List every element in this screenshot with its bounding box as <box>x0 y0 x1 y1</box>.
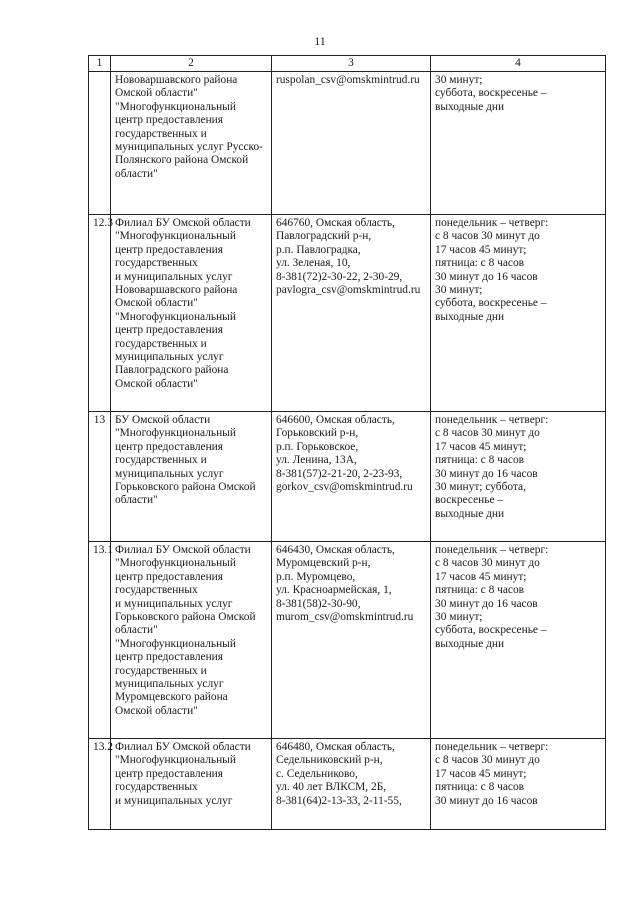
row-number-cell: 13.2 <box>89 739 111 830</box>
cell-text-line: Горьковского района Омской <box>115 481 256 494</box>
cell-text-line: выходные дни <box>435 310 505 323</box>
cell-text-line: пятница: с 8 часов <box>435 584 525 597</box>
cell-text-line: БУ Омской области <box>115 414 211 426</box>
cell-text-line: 17 часов 45 минут; <box>435 440 527 453</box>
cell-text-line: с 8 часов 30 минут до <box>435 754 540 767</box>
organization-name-cell <box>111 72 272 215</box>
cell-text-line: муниципальных услуг <box>115 351 224 364</box>
cell-text-line: муниципальных услуг <box>115 467 224 480</box>
cell-text-line: 17 часов 45 минут; <box>435 767 527 780</box>
cell-text-line: 30 минут до 16 часов <box>435 597 538 610</box>
cell-text-line: pavlogra_csv@omskmintrud.ru <box>276 284 421 297</box>
address-contacts-cell <box>272 542 431 739</box>
cell-text-line: Павлоградский р-н, <box>276 230 372 243</box>
cell-text-line: ул. Ленина, 13А, <box>276 454 357 467</box>
working-hours-cell <box>431 412 606 542</box>
cell-text-line: "Многофункциональный <box>115 310 236 323</box>
cell-text-line: ул. Зеленая, 10, <box>276 257 351 270</box>
cell-text-line: "Многофункциональный <box>115 557 236 570</box>
cell-text-line: Нововаршавского района <box>115 284 238 297</box>
cell-text-line: ул. 40 лет ВЛКСМ, 2Б, <box>276 781 387 794</box>
cell-text-line: Филиал БУ Омской области <box>115 741 251 753</box>
address-contacts-cell <box>272 215 431 412</box>
cell-text-line: Омской области" <box>115 87 198 100</box>
cell-text-line: центр предоставления <box>115 570 224 583</box>
cell-text-line: Павлоградского района <box>115 364 229 377</box>
cell-text-line: 30 минут до 16 часов <box>435 794 538 807</box>
cell-text-line: Седельниковский р-н, <box>276 754 383 767</box>
cell-text-line: Горьковский р-н, <box>276 427 359 440</box>
cell-text-line: понедельник – четверг: <box>435 741 549 753</box>
cell-text-line: центр предоставления <box>115 324 224 337</box>
cell-text-line: 8-381(58)2-30-90, <box>276 597 361 610</box>
organization-name-cell <box>111 215 272 412</box>
cell-text-line: понедельник – четверг: <box>435 217 549 229</box>
cell-text-line: 30 минут до 16 часов <box>435 467 538 480</box>
cell-text-line: пятница: с 8 часов <box>435 257 525 270</box>
table-row <box>89 542 606 739</box>
working-hours-cell <box>431 215 606 412</box>
cell-text-line: Муромцевский р-н, <box>276 557 371 570</box>
column-header-name: 2 <box>111 56 272 72</box>
cell-text-line: государственных и <box>115 454 207 467</box>
cell-text-line: суббота, воскресенье – <box>435 297 547 310</box>
table-row <box>89 412 606 542</box>
cell-text-line: 30 минут до 16 часов <box>435 270 538 283</box>
cell-text-line: 8-381(64)2-13-33, 2-11-55, <box>276 794 402 807</box>
cell-text-line: области" <box>115 167 158 180</box>
cell-text-line: воскресенье – <box>435 494 504 507</box>
cell-text-line: и муниципальных услуг <box>115 270 233 283</box>
cell-text-line: выходные дни <box>435 637 505 650</box>
cell-text-line: с 8 часов 30 минут до <box>435 557 540 570</box>
cell-text-line: с 8 часов 30 минут до <box>435 230 540 243</box>
cell-text-line: с 8 часов 30 минут до <box>435 427 540 440</box>
cell-text-line: с. Седельниково, <box>276 767 358 780</box>
cell-text-line: центр предоставления <box>115 243 224 256</box>
cell-text-line: 30 минут; <box>435 74 483 86</box>
cell-text-line: ул. Красноармейская, 1, <box>276 584 392 597</box>
cell-text-line: р.п. Павлоградка, <box>276 243 361 256</box>
page-number: 11 <box>314 34 326 48</box>
working-hours-cell <box>431 542 606 739</box>
cell-text-line: р.п. Горьковское, <box>276 440 359 453</box>
table-row <box>89 72 606 215</box>
cell-text-line: 8-381(57)2-21-20, 2-23-93, <box>276 467 403 480</box>
cell-text-line: 30 минут; <box>435 284 483 297</box>
cell-text-line: 646600, Омская область, <box>276 414 395 426</box>
cell-text-line: 646760, Омская область, <box>276 217 395 229</box>
working-hours-cell <box>431 739 606 830</box>
cell-text-line: центр предоставления <box>115 440 224 453</box>
cell-text-line: муниципальных услуг <box>115 678 224 691</box>
cell-text-line: суббота, воскресенье – <box>435 624 547 637</box>
cell-text-line: и муниципальных услуг <box>115 794 233 807</box>
cell-text-line: пятница: с 8 часов <box>435 781 525 794</box>
address-contacts-cell <box>272 412 431 542</box>
cell-text-line: области" <box>115 494 158 507</box>
row-number-cell: 13.1 <box>89 542 111 739</box>
cell-text-line: 646480, Омская область, <box>276 741 395 753</box>
cell-text-line: 17 часов 45 минут; <box>435 243 527 256</box>
cell-text-line: 30 минут; суббота, <box>435 481 526 494</box>
row-number-cell <box>89 72 111 215</box>
column-header-address: 3 <box>272 56 431 72</box>
cell-text-line: Муромцевского района <box>115 691 228 704</box>
cell-text-line: выходные дни <box>435 100 505 113</box>
cell-text-line: "Многофункциональный <box>115 100 236 113</box>
cell-text-line: р.п. Муромцево, <box>276 570 356 583</box>
cell-text-line: государственных и <box>115 664 207 677</box>
cell-text-line: суббота, воскресенье – <box>435 87 547 100</box>
cell-text-line: Горьковского района Омской <box>115 611 256 624</box>
cell-text-line: понедельник – четверг: <box>435 544 549 556</box>
column-header-number: 1 <box>89 56 111 72</box>
cell-text-line: gorkov_csv@omskmintrud.ru <box>276 481 413 494</box>
row-number-cell: 12.3 <box>89 215 111 412</box>
cell-text-line: государственных <box>115 781 198 794</box>
address-contacts-cell <box>272 739 431 830</box>
cell-text-line: муниципальных услуг Русско- <box>115 141 263 154</box>
cell-text-line: "Многофункциональный <box>115 230 236 243</box>
cell-text-line: ruspolan_csv@omskmintrud.ru <box>276 74 420 86</box>
table-row <box>89 215 606 412</box>
organization-name-cell <box>111 542 272 739</box>
cell-text-line: государственных <box>115 584 198 597</box>
cell-text-line: 17 часов 45 минут; <box>435 570 527 583</box>
cell-text-line: Омской области" <box>115 377 198 390</box>
cell-text-line: и муниципальных услуг <box>115 597 233 610</box>
cell-text-line: "Многофункциональный <box>115 637 236 650</box>
cell-text-line: пятница: с 8 часов <box>435 454 525 467</box>
cell-text-line: государственных <box>115 257 198 270</box>
organization-name-cell <box>111 739 272 830</box>
table-row <box>89 739 606 830</box>
address-contacts-cell <box>272 72 431 215</box>
cell-text-line: области" <box>115 624 158 637</box>
cell-text-line: Нововаршавского района <box>115 74 238 86</box>
row-number-cell: 13 <box>89 412 111 542</box>
cell-text-line: центр предоставления <box>115 767 224 780</box>
cell-text-line: 8-381(72)2-30-22, 2-30-29, <box>276 270 403 283</box>
cell-text-line: Омской области" <box>115 297 198 310</box>
cell-text-line: выходные дни <box>435 507 505 520</box>
cell-text-line: Филиал БУ Омской области <box>115 217 251 229</box>
cell-text-line: murom_csv@omskmintrud.ru <box>276 611 414 624</box>
cell-text-line: Омской области" <box>115 704 198 717</box>
cell-text-line: "Многофункциональный <box>115 427 236 440</box>
cell-text-line: 646430, Омская область, <box>276 544 395 556</box>
cell-text-line: государственных и <box>115 337 207 350</box>
mfc-table <box>88 55 606 830</box>
cell-text-line: "Многофункциональный <box>115 754 236 767</box>
cell-text-line: Филиал БУ Омской области <box>115 544 251 556</box>
cell-text-line: 30 минут; <box>435 611 483 624</box>
organization-name-cell <box>111 412 272 542</box>
cell-text-line: Полянского района Омской <box>115 154 249 167</box>
table-header-row <box>89 56 606 72</box>
cell-text-line: центр предоставления <box>115 651 224 664</box>
column-header-hours: 4 <box>431 56 606 72</box>
cell-text-line: понедельник – четверг: <box>435 414 549 426</box>
working-hours-cell <box>431 72 606 215</box>
cell-text-line: государственных и <box>115 127 207 140</box>
cell-text-line: центр предоставления <box>115 114 224 127</box>
